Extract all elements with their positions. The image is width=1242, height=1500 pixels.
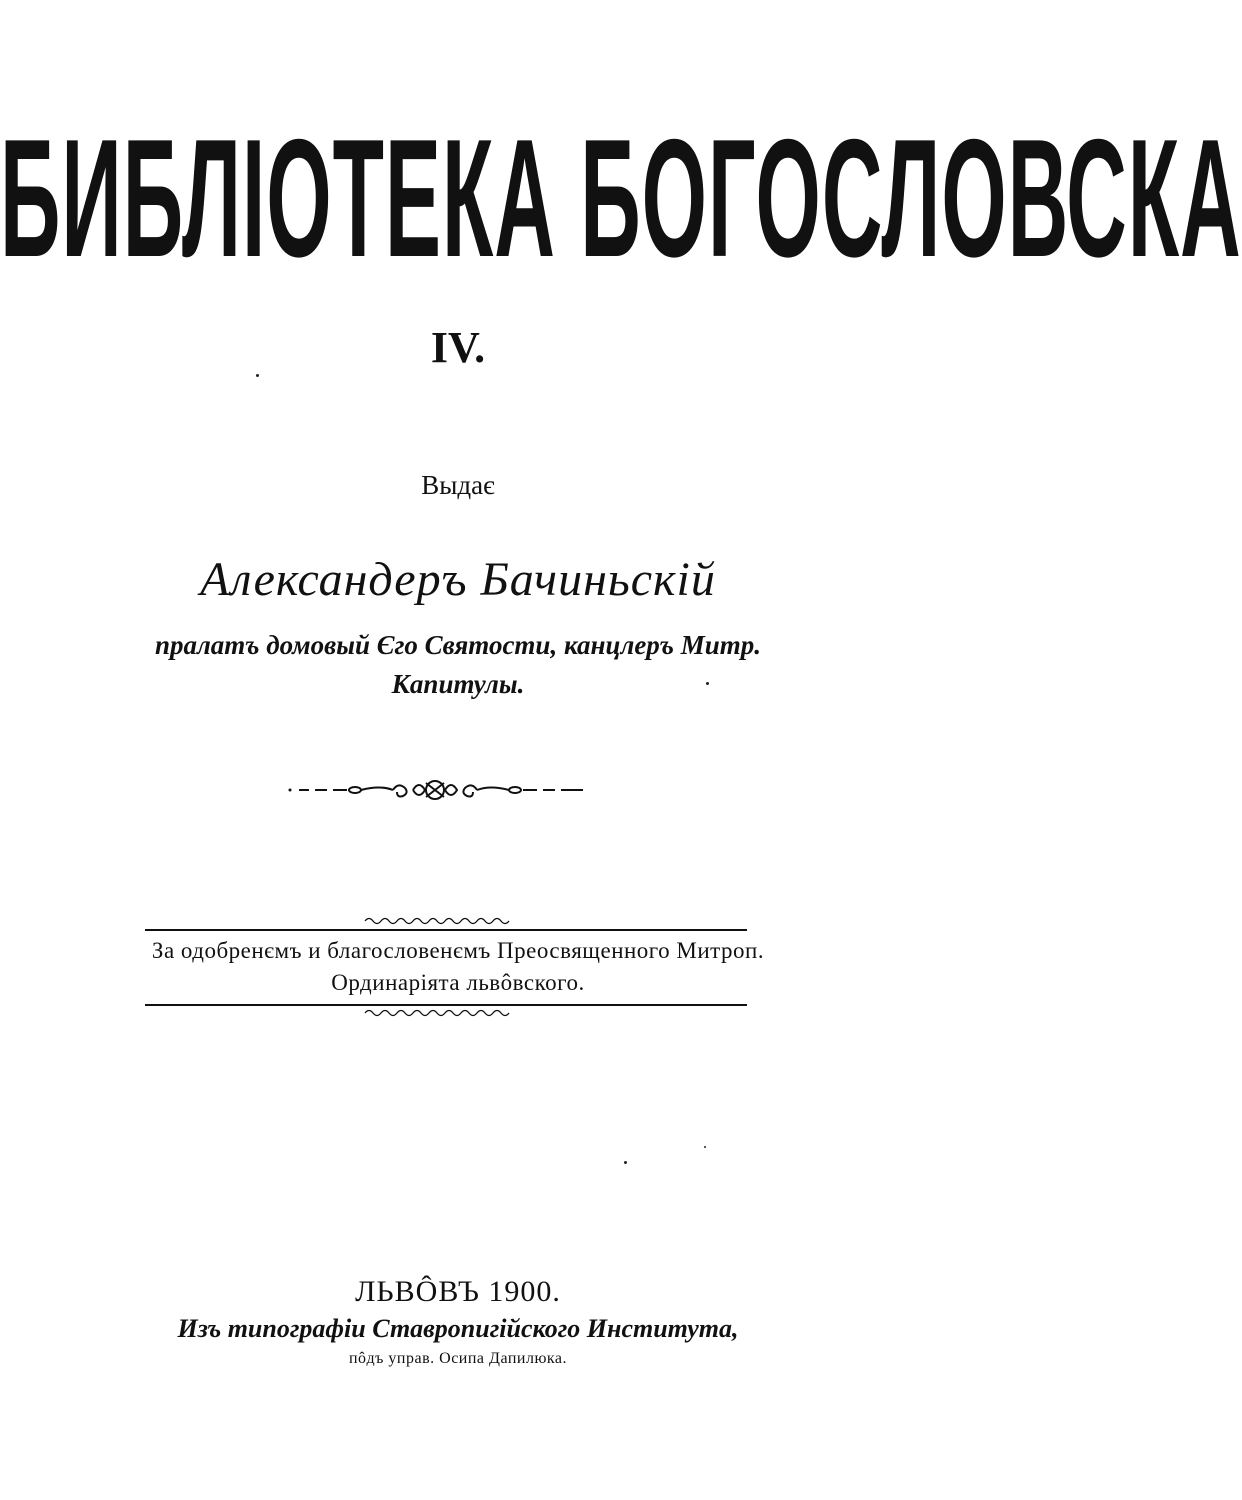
imprint-printer: Изъ типографіи Ставропигійского Института, <box>177 1314 739 1343</box>
top-wave-ornament <box>365 916 510 926</box>
approval-line2: Ординаріята львôвского. <box>331 970 585 995</box>
volume-number: IV. <box>430 323 486 372</box>
series-title: БИБЛІОТЕКА БОГОСЛОВСКА <box>0 104 1242 292</box>
print-speck <box>624 1161 627 1164</box>
author-role-line1: пралатъ домовый Єго Святости, канцлеръ Митр. <box>154 630 762 660</box>
bottom-rule <box>145 1004 747 1006</box>
bottom-wave-ornament <box>365 1008 510 1018</box>
ornamental-divider <box>285 775 585 805</box>
print-speck <box>704 1146 706 1148</box>
author-name: Александеръ Бачиньскій <box>200 553 716 606</box>
publishes-label: Выдає <box>421 470 495 500</box>
imprint-city-year: ЛЬВÔВЪ 1900. <box>355 1275 561 1308</box>
top-rule <box>145 929 747 931</box>
author-role-line2: Капитулы. <box>391 669 525 699</box>
print-speck <box>706 682 709 685</box>
approval-line1: За одобренємъ и благословенємъ Преосвященного Митроп. <box>151 938 765 963</box>
imprint-manager: пôдъ управ. Осипа Дапилюка. <box>348 1350 568 1367</box>
print-speck <box>256 374 259 377</box>
